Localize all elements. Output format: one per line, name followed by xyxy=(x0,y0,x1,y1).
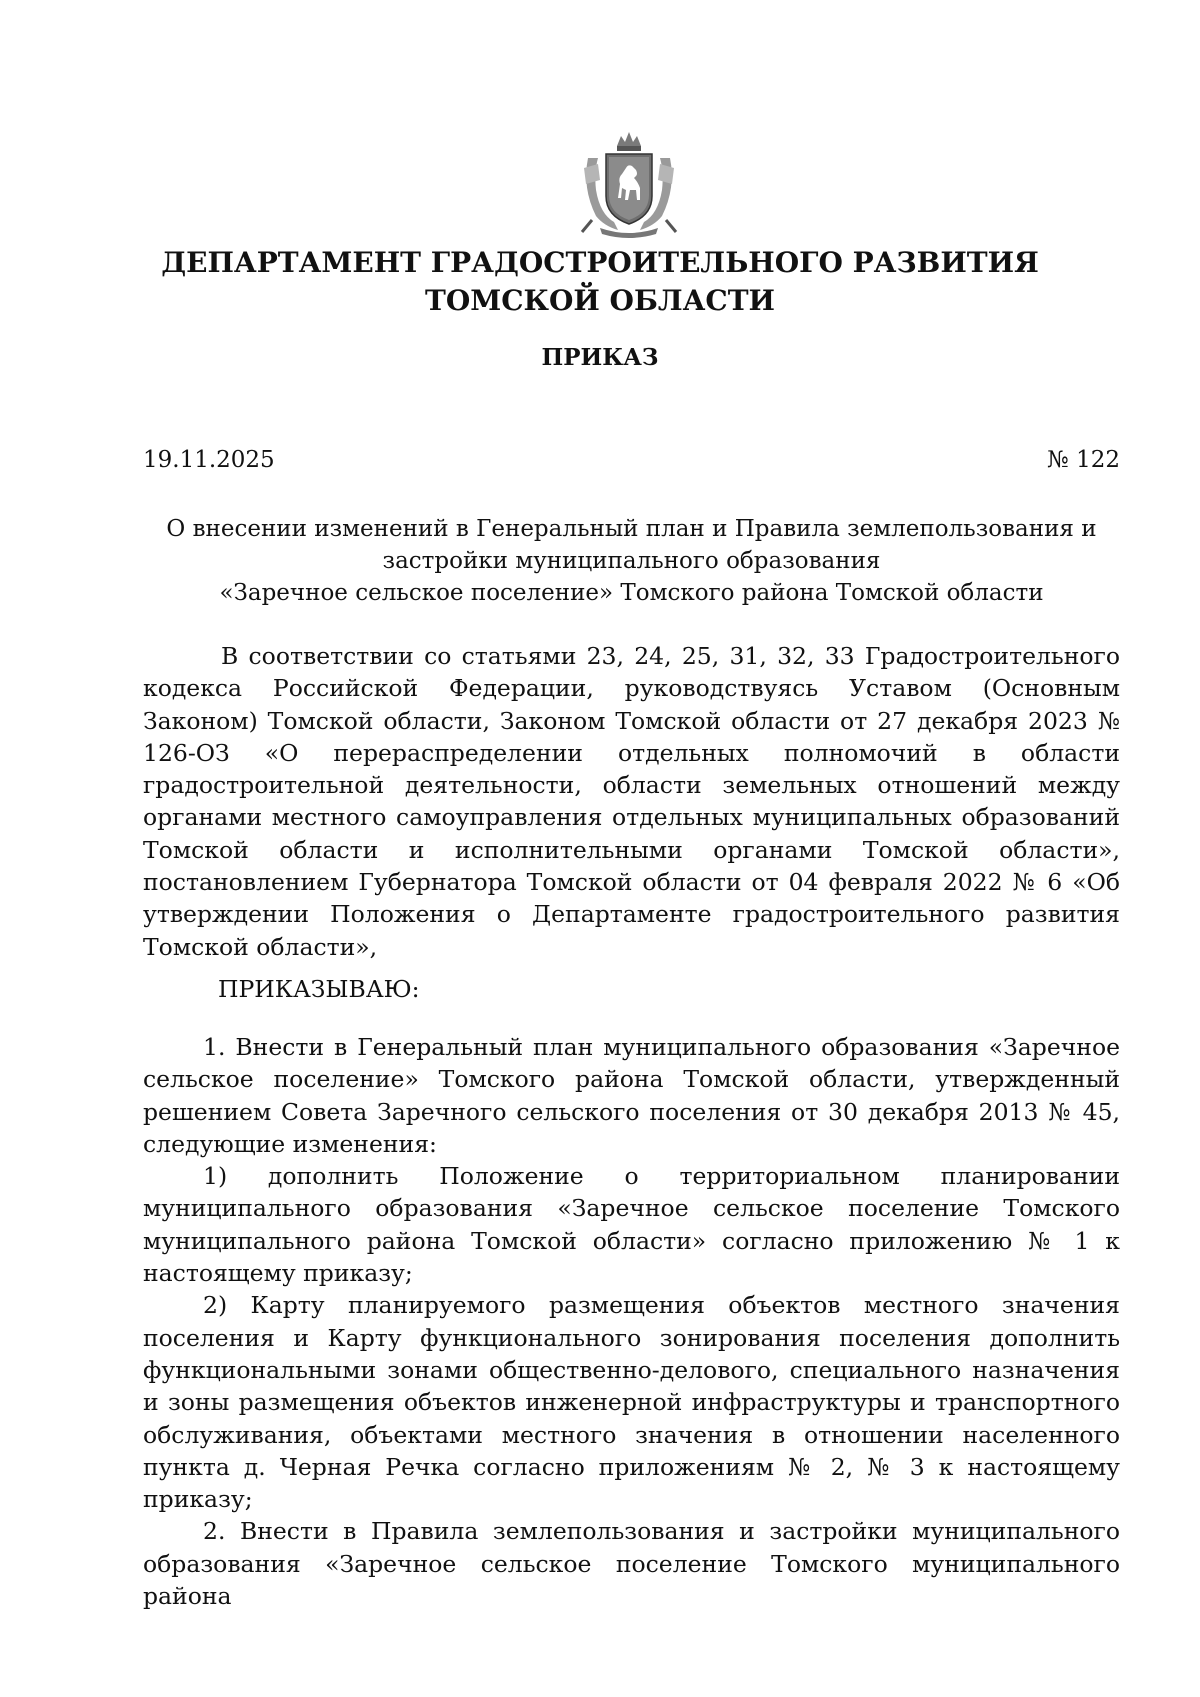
preamble xyxy=(143,640,1120,963)
subject-line2: застройки муниципального образования xyxy=(382,548,881,574)
document-number: № 122 xyxy=(1047,447,1120,473)
order-item: 2. Внести в Правила землепользования и застройки муниципального образования «Заречное сельское поселение Томского муниципального района xyxy=(143,1517,1120,1611)
order-word: ПРИКАЗЫВАЮ: xyxy=(218,975,420,1003)
department-name-line2: ТОМСКОЙ ОБЛАСТИ xyxy=(424,284,776,317)
subject-line3: «Заречное сельское поселение» Томского района Томской области xyxy=(219,580,1044,606)
document-subject xyxy=(143,513,1120,609)
order-subitem: 1) дополнить Положение о территориальном планировании муниципального образования «Заречное сельское поселение Томского муниципального района Томской области» согласно приложению № 1 к настоящему приказу; xyxy=(143,1162,1120,1288)
order-subitem: 2) Карту планируемого размещения объектов местного значения поселения и Карту функционального зонирования поселения дополнить функциональными зонами общественно-делового, специального назначения и зоны размещения объектов инженерной инфраструктуры и транспортного обслуживания, объектами местного значения в отношении населенного пункта д. Черная Речка согласно приложениям № 2, № 3 к настоящему приказу; xyxy=(143,1291,1120,1514)
document-type: ПРИКАЗ xyxy=(541,344,659,371)
coat-of-arms-icon xyxy=(574,128,684,240)
order-items xyxy=(143,1031,1120,1612)
subject-line1: О внесении изменений в Генеральный план и Правила землепользования и xyxy=(166,516,1097,542)
department-name-line1: ДЕПАРТАМЕНТ ГРАДОСТРОИТЕЛЬНОГО РАЗВИТИЯ xyxy=(161,246,1039,279)
document-date: 19.11.2025 xyxy=(143,447,275,473)
preamble-text: В соответствии со статьями 23, 24, 25, 31, 32, 33 Градостроительного кодекса Российской Федерации, руководствуясь Уставом (Основным Законом) Томской области, Законом Томской области от 27 декабря 2023 № 126-ОЗ «О перераспределении отдельных полномочий в области градостроительной деятельности, области земельных отношений между органами местного самоуправления отдельных муниципальных образований Томской области и исполнительными органами Томской области», постановлением Губернатора Томской области от 04 февраля 2022 № 6 «Об утверждении Положения о Департаменте градостроительного развития Томской области», xyxy=(143,642,1120,961)
department-name xyxy=(130,244,1070,320)
order-item: 1. Внести в Генеральный план муниципального образования «Заречное сельское поселение» Томского района Томской области, утвержденный решением Совета Заречного сельского поселения от 30 декабря 2013 № 45, следующие изменения: xyxy=(143,1033,1120,1158)
